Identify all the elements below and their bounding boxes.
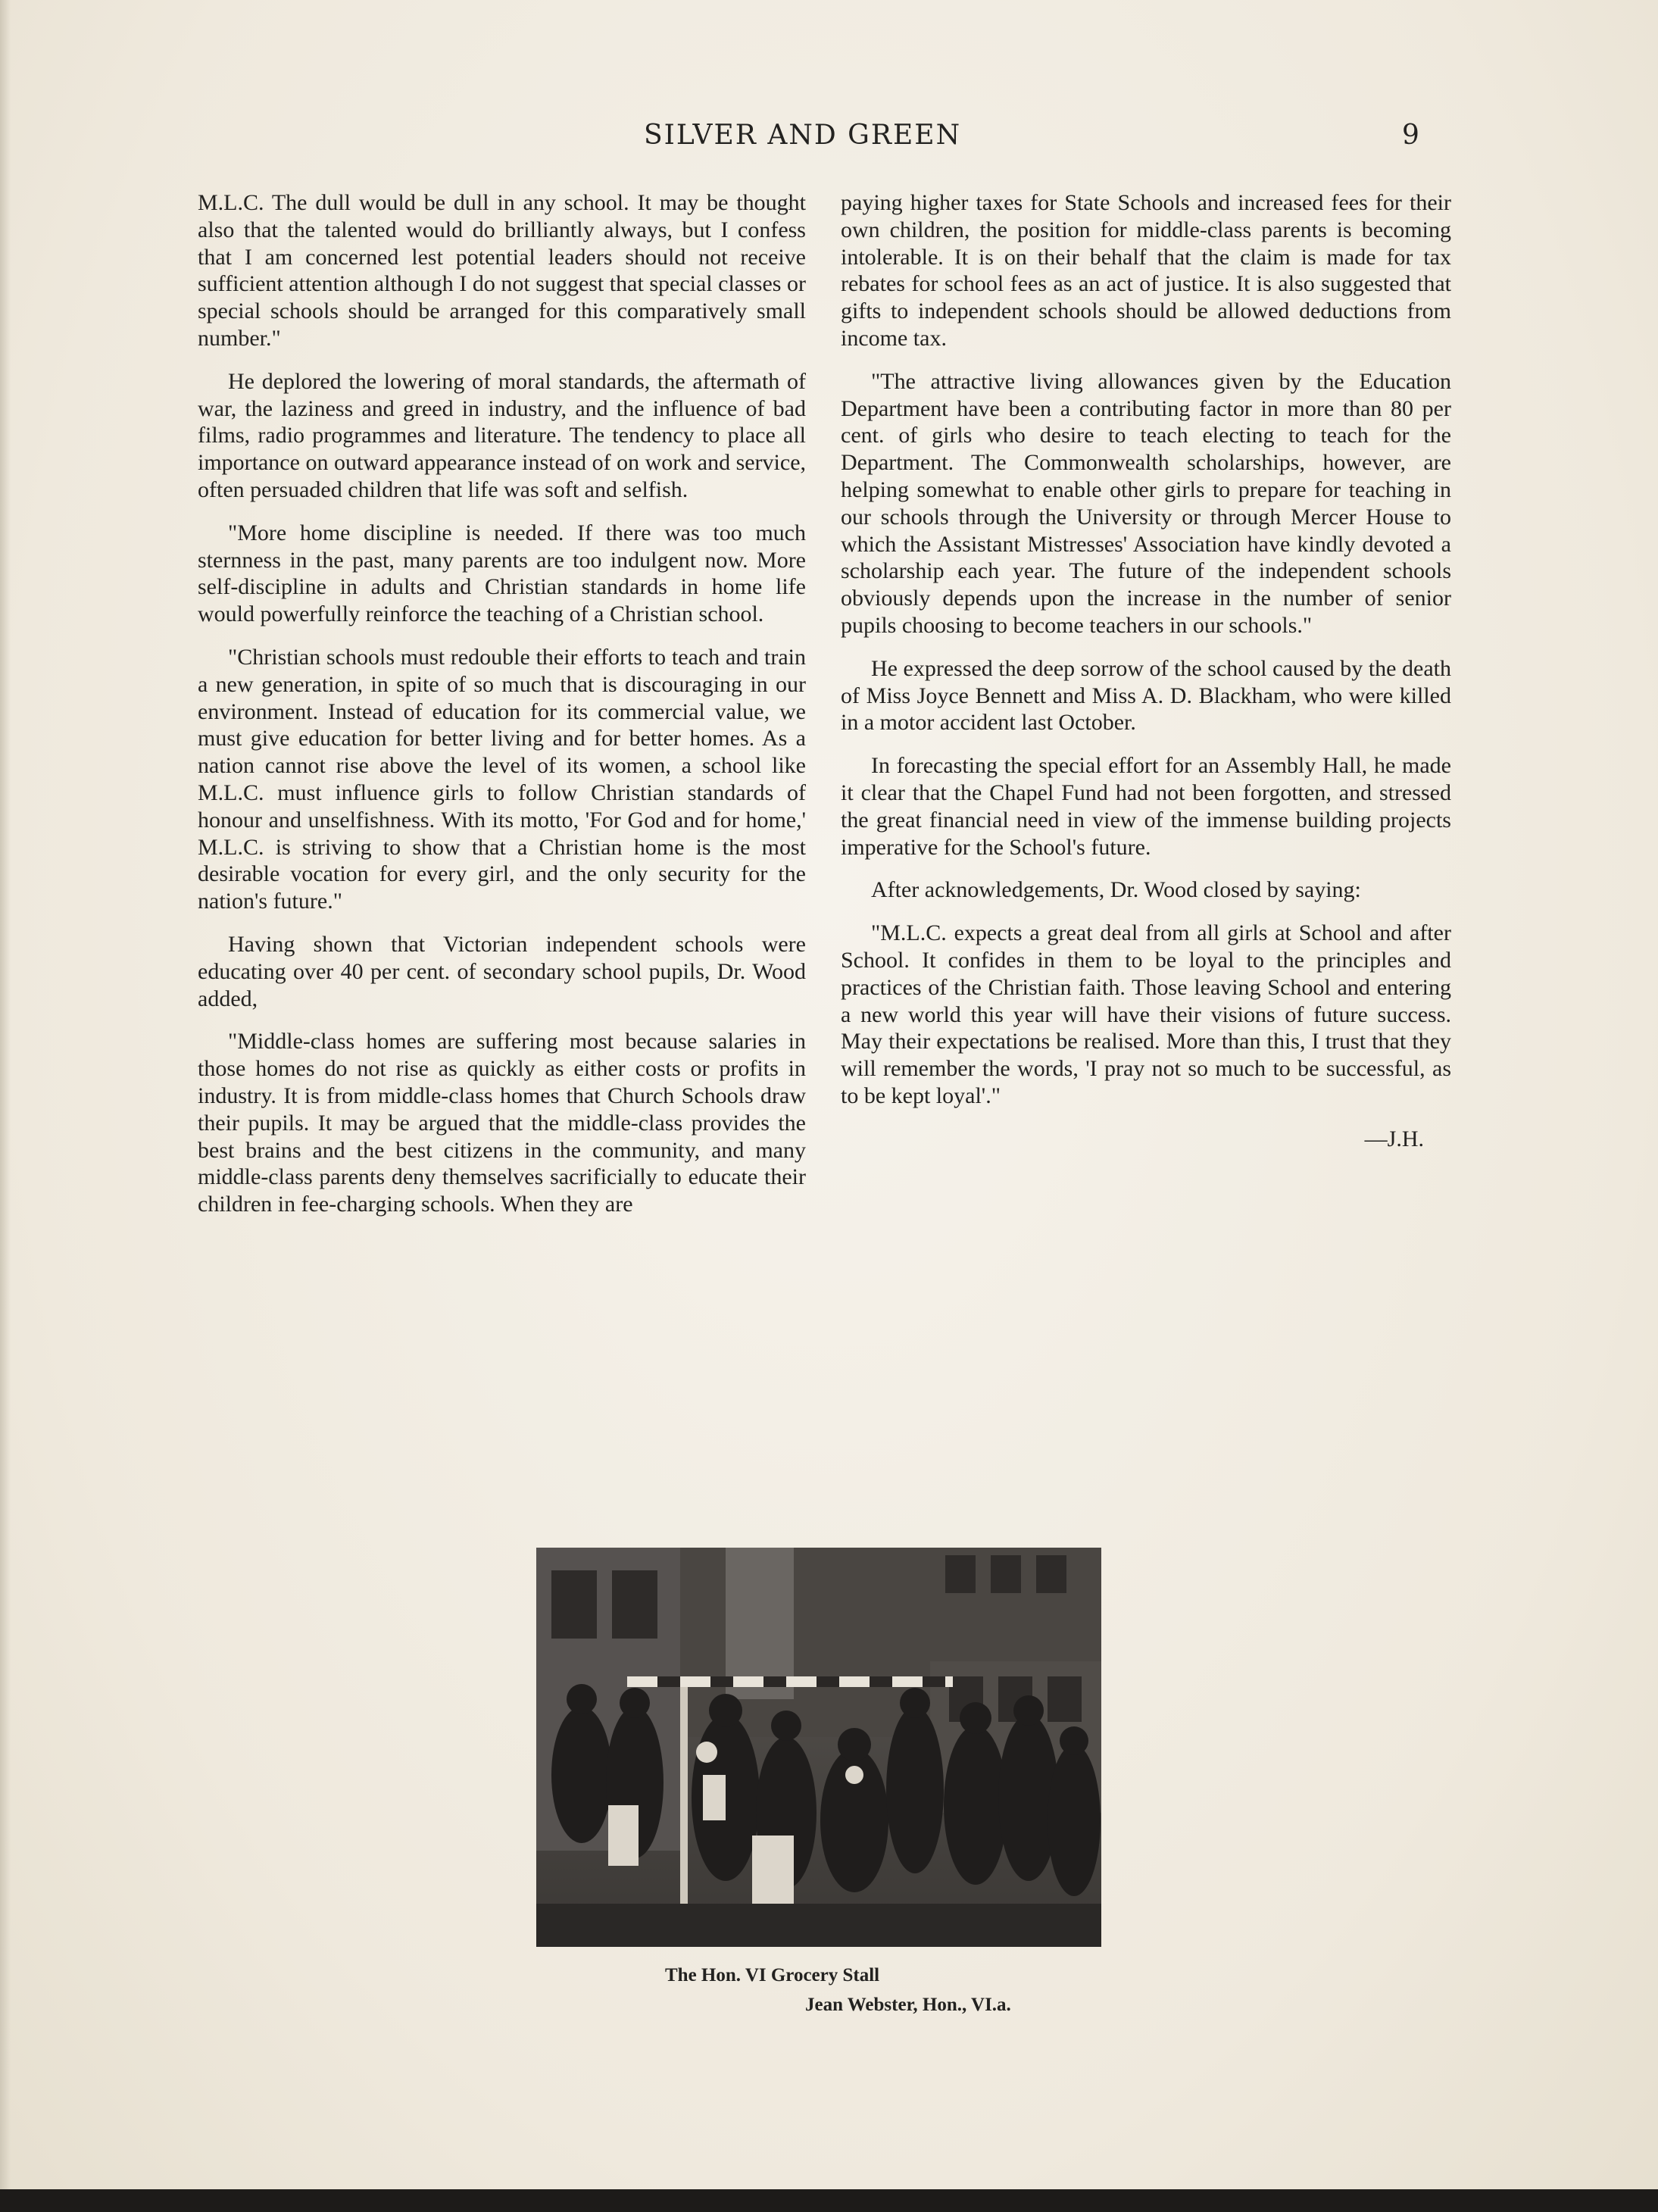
paragraph: He deplored the lowering of moral standards, the aftermath of war, the laziness and greed in industry, and the influence of bad films, radio programmes and literature. The tendency to place all importance on outward appearance instead of on work and service, often persuaded children that life was soft and selfish. xyxy=(198,368,807,502)
paragraph: "The attractive living allowances given by the Education Department have been a contributing factor in more than 80 per cent. of girls who desire to teach electing to teach for the Department. The Commonwealth scholarships, however, are helping somewhat to enable other girls to prepare for teaching in our schools through the University or through Mercer House to which the Assistant Mistresses' Association have kindly devoted a scholarship each year. The future of the independent schools obviously depends upon the increase in the number of senior pupils choosing to become teachers in our schools." xyxy=(841,368,1451,638)
caption-credit-text: Jean Webster, Hon., VI.a. xyxy=(805,1995,1011,2015)
caption-title-text: The Hon. VI Grocery Stall xyxy=(665,1965,880,1985)
page-number: 9 xyxy=(1402,120,1419,151)
paragraph: Having shown that Victorian independent schools were educating over 40 per cent. of secondary school pupils, Dr. Wood added, xyxy=(198,931,806,1011)
paragraph: M.L.C. The dull would be dull in any school. It may be thought also that the talented would do brilliantly always, but I confess that I am concerned lest potential leaders should not receive sufficient attention although I do not suggest that special classes or special schools should be arranged for this comparatively small number." xyxy=(198,190,806,351)
author-signature: —J.H. xyxy=(1364,1126,1424,1151)
paragraph: He expressed the deep sorrow of the school caused by the death of Miss Joyce Bennett and Miss A. D. Blackham, who were killed in a motor accident last October. xyxy=(841,655,1451,736)
page-edge-shadow xyxy=(0,0,11,2189)
paragraph: "More home discipline is needed. If there was too much sternness in the past, many parents are too indulgent now. More self-discipline in adults and Christian standards in home life would powerfully reinforce the teaching of a Christian school. xyxy=(198,520,806,627)
paragraph: paying higher taxes for State Schools and increased fees for their own children, the position for middle-class parents is becoming intolerable. It is on their behalf that the claim is made for tax rebates for school fees as an act of justice. It is also suggested that gifts to independent schools should be allowed deductions from income tax. xyxy=(841,190,1451,351)
page-header xyxy=(0,120,1658,158)
photo-illustration xyxy=(536,1548,1101,1947)
paragraph: After acknowledgements, Dr. Wood closed by saying: xyxy=(871,877,1361,903)
left-column xyxy=(198,189,806,1234)
grocery-stall-photo xyxy=(536,1548,1101,1947)
paragraph: "Middle-class homes are suffering most because salaries in those homes do not rise as quickly as either costs or profits in industry. It is from middle-class homes that Church Schools draw their pupils. It may be argued that the middle-class provides the best brains and the best citizens in the community, and many middle-class parents deny themselves sacrificially to educate their children in fee-charging schools. When they are xyxy=(198,1029,806,1217)
right-column xyxy=(841,189,1451,1169)
paragraph: In forecasting the special effort for an Assembly Hall, he made it clear that the Chapel Fund had not been forgotten, and stressed the great financial need in view of the immense building projects imperative for the School's future. xyxy=(841,753,1451,860)
journal-title: SILVER AND GREEN xyxy=(644,120,962,151)
paragraph: "M.L.C. expects a great deal from all girls at School and after School. It confides in them to be loyal to the principles and practices of the Christian faith. Those leaving School and entering a new world this year will have their visions of future success. May their expectations be realised. More than this, I trust that they will remember the words, 'I pray not so much to be successful, as to be kept loyal'." xyxy=(841,920,1451,1108)
paragraph: "Christian schools must redouble their efforts to teach and train a new generation, in spite of so much that is discouraging in our environment. Instead of education for its commercial value, we must give education for better living and for better homes. As a nation cannot rise above the level of its women, a school like M.L.C. must influence girls to follow Christian standards of honour and unselfishness. With its motto, 'For God and for home,' M.L.C. is striving to show that a Christian home is the most desirable vocation for every girl, and the only security for the nation's future." xyxy=(198,644,806,914)
scan-bottom-border xyxy=(0,2189,1658,2212)
